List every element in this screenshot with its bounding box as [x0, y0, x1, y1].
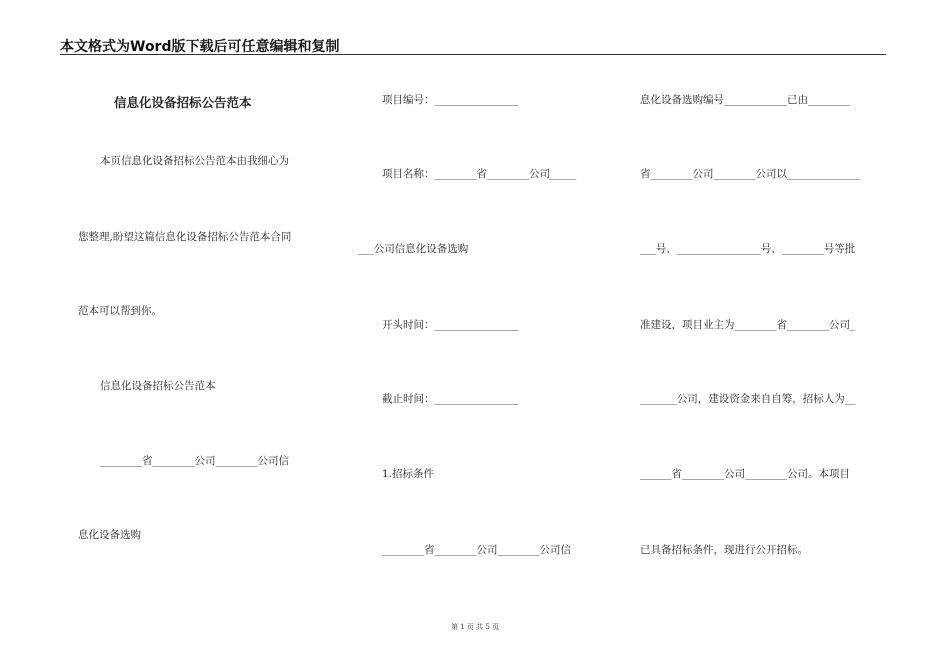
paragraph-line: 息化设备选购编号____________已由________ [640, 94, 850, 106]
paragraph-line: ___公司信息化设备选购 [358, 243, 469, 255]
paragraph-line: ________省________公司________公司信 [100, 455, 289, 467]
paragraph-line: 省________公司________公司以______________ [640, 168, 861, 180]
end-time-line: 截止时间：________________ [382, 393, 519, 405]
section-heading: 信息化设备招标公告范本 [100, 380, 216, 392]
page-number: 第 1 页 共 5 页 [450, 623, 500, 631]
document-title: 信息化设备招标公告范本 [114, 95, 252, 110]
paragraph-line: 已具备招标条件，现进行公开招标。 [640, 544, 808, 556]
project-number-line: 项目编号：________________ [382, 94, 519, 106]
paragraph-line: ________省________公司________公司信 [382, 544, 571, 556]
paragraph-line: _______公司，建设资金来自自筹，招标人为__ [640, 393, 856, 405]
paragraph-line: ___号、________________号、________号等批 [640, 243, 856, 255]
start-time-line: 开头时间：________________ [382, 319, 519, 331]
header-rule [60, 54, 886, 55]
paragraph-line: 准建设，项目业主为________省________公司_ [640, 319, 856, 331]
paragraph-line: 息化设备选购 [78, 529, 141, 541]
header-title: 本文格式为Word版下载后可任意编辑和复制 [60, 39, 340, 55]
section-heading: 1.招标条件 [382, 468, 435, 480]
paragraph-line: 本页信息化设备招标公告范本由我细心为 [100, 155, 289, 167]
project-name-line: 项目名称：________省________公司_____ [382, 168, 577, 180]
paragraph-line: 范本可以帮到你。 [78, 305, 162, 317]
paragraph-line: 您整理,盼望这篇信息化设备招标公告范本合同 [78, 231, 292, 243]
paragraph-line: ______省________公司________公司。本项目 [640, 468, 850, 480]
